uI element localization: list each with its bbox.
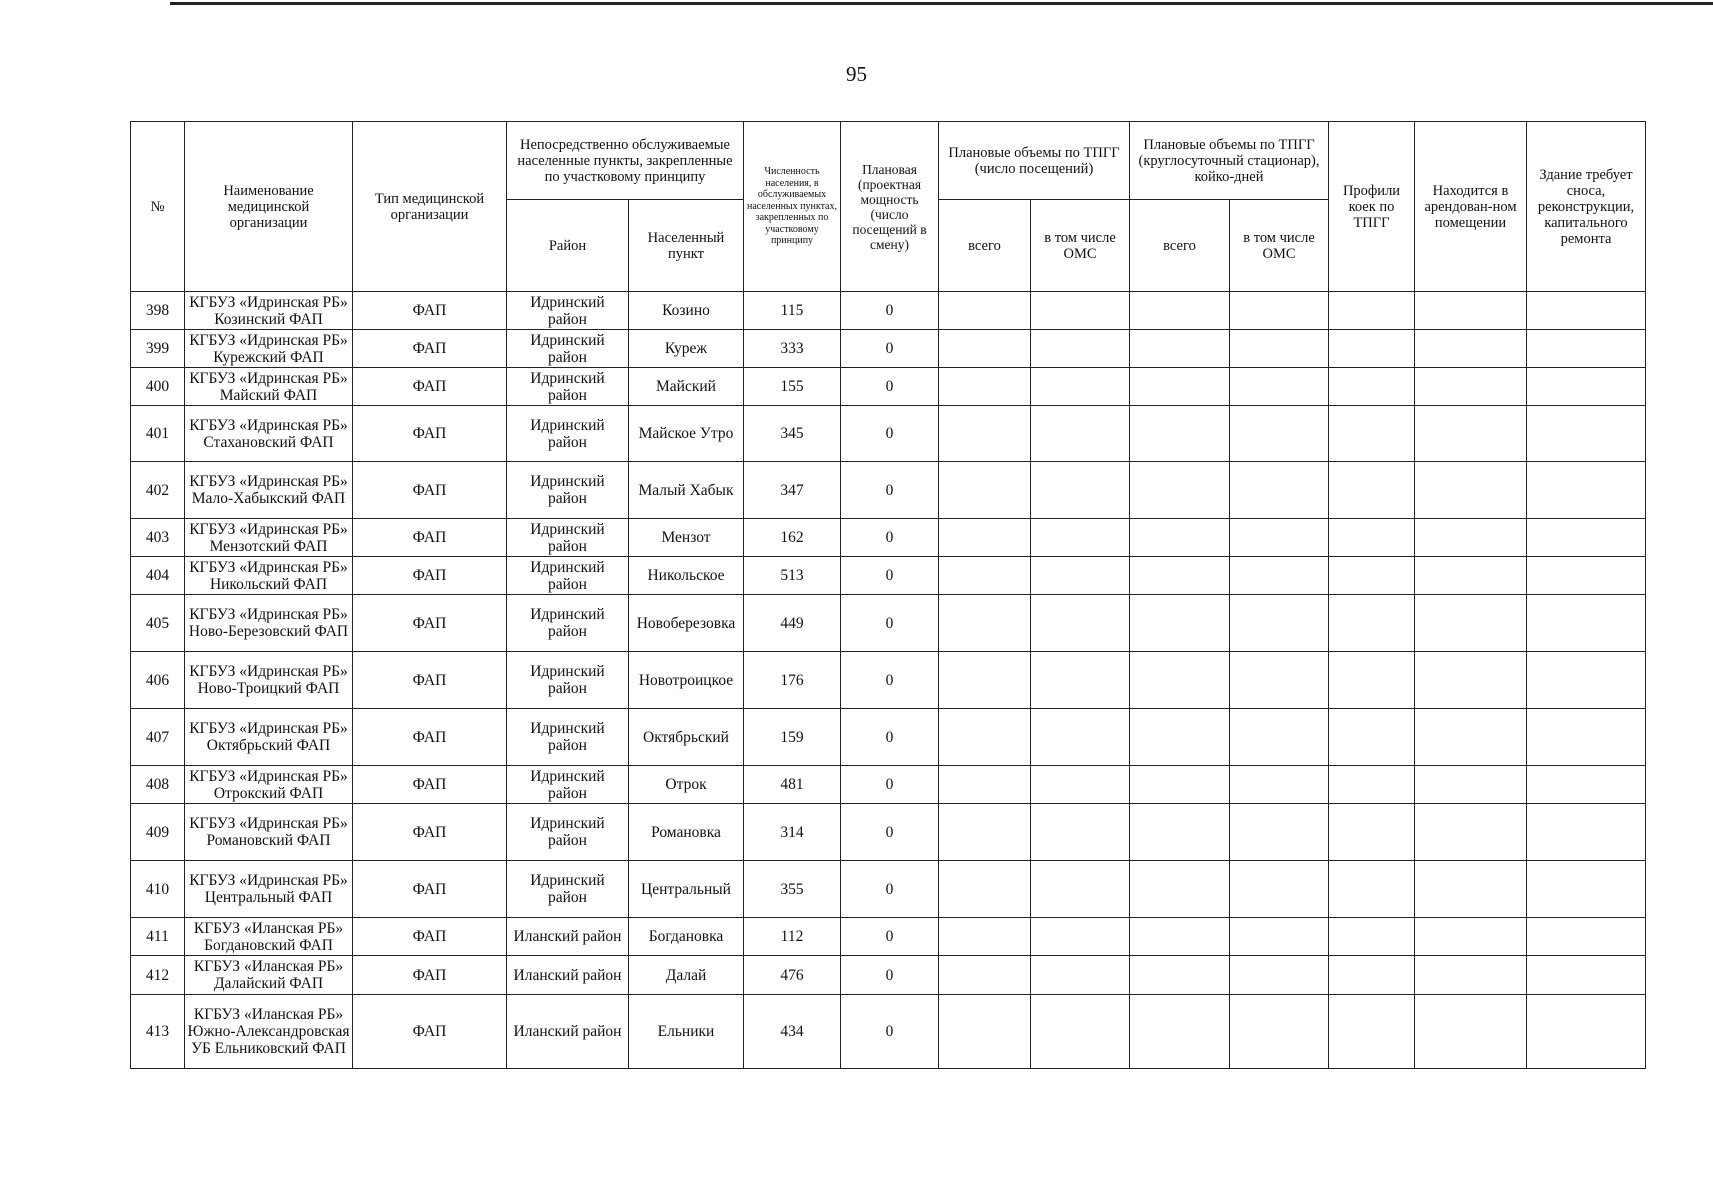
empty-cell	[1230, 861, 1329, 918]
empty-cell	[1527, 918, 1646, 956]
empty-cell	[1329, 368, 1415, 406]
district: Идринский район	[507, 595, 629, 652]
empty-cell	[1230, 557, 1329, 595]
empty-cell	[939, 406, 1031, 462]
settlement: Октябрьский	[629, 709, 744, 766]
empty-cell	[1130, 861, 1230, 918]
empty-cell	[939, 995, 1031, 1069]
district: Идринский район	[507, 709, 629, 766]
empty-cell	[1031, 595, 1130, 652]
empty-cell	[1230, 995, 1329, 1069]
header-name: Наименование медицинской организации	[185, 122, 353, 292]
empty-cell	[1230, 292, 1329, 330]
organization-name: КГБУЗ «Идринская РБ» Октябрьский ФАП	[185, 709, 353, 766]
organization-type: ФАП	[353, 557, 507, 595]
empty-cell	[1415, 595, 1527, 652]
organization-type: ФАП	[353, 652, 507, 709]
table-row	[131, 462, 1646, 519]
population: 449	[744, 595, 841, 652]
empty-cell	[1329, 292, 1415, 330]
empty-cell	[1329, 557, 1415, 595]
empty-cell	[1329, 519, 1415, 557]
empty-cell	[1527, 861, 1646, 918]
organization-name: КГБУЗ «Иланская РБ» Богдановский ФАП	[185, 918, 353, 956]
header-building: Здание требует сноса, реконструкции, капитального ремонта	[1527, 122, 1646, 292]
empty-cell	[939, 519, 1031, 557]
settlement: Ельники	[629, 995, 744, 1069]
organization-name: КГБУЗ «Идринская РБ» Ново-Березовский ФАП	[185, 595, 353, 652]
empty-cell	[1527, 406, 1646, 462]
row-number: 407	[131, 709, 185, 766]
table-row	[131, 956, 1646, 995]
row-number: 404	[131, 557, 185, 595]
capacity: 0	[841, 519, 939, 557]
empty-cell	[1415, 462, 1527, 519]
organization-type: ФАП	[353, 956, 507, 995]
organization-type: ФАП	[353, 766, 507, 804]
empty-cell	[939, 804, 1031, 861]
district: Идринский район	[507, 652, 629, 709]
empty-cell	[1527, 519, 1646, 557]
population: 314	[744, 804, 841, 861]
empty-cell	[1130, 330, 1230, 368]
empty-cell	[1031, 330, 1130, 368]
capacity: 0	[841, 918, 939, 956]
empty-cell	[1130, 652, 1230, 709]
population: 155	[744, 368, 841, 406]
district: Иланский район	[507, 995, 629, 1069]
empty-cell	[1415, 368, 1527, 406]
row-number: 410	[131, 861, 185, 918]
row-number: 400	[131, 368, 185, 406]
organization-type: ФАП	[353, 918, 507, 956]
empty-cell	[939, 557, 1031, 595]
empty-cell	[1031, 918, 1130, 956]
population: 476	[744, 956, 841, 995]
row-number: 399	[131, 330, 185, 368]
table-row	[131, 709, 1646, 766]
empty-cell	[1329, 652, 1415, 709]
settlement: Новоберезовка	[629, 595, 744, 652]
empty-cell	[1329, 995, 1415, 1069]
district: Иланский район	[507, 956, 629, 995]
header-tpgg-beds: Плановые объемы по ТПГГ (круглосуточный стационар), койко-дней	[1130, 122, 1329, 200]
table-row	[131, 766, 1646, 804]
table-row	[131, 861, 1646, 918]
empty-cell	[1130, 918, 1230, 956]
organization-name: КГБУЗ «Идринская РБ» Стахановский ФАП	[185, 406, 353, 462]
organization-name: КГБУЗ «Идринская РБ» Курежский ФАП	[185, 330, 353, 368]
organization-name: КГБУЗ «Идринская РБ» Ново-Троицкий ФАП	[185, 652, 353, 709]
district: Идринский район	[507, 519, 629, 557]
empty-cell	[939, 766, 1031, 804]
empty-cell	[1130, 995, 1230, 1069]
empty-cell	[1230, 462, 1329, 519]
population: 481	[744, 766, 841, 804]
table-row	[131, 368, 1646, 406]
empty-cell	[1031, 766, 1130, 804]
empty-cell	[1230, 406, 1329, 462]
empty-cell	[1031, 861, 1130, 918]
header-rented: Находится в арендован-ном помещении	[1415, 122, 1527, 292]
organization-type: ФАП	[353, 519, 507, 557]
organization-type: ФАП	[353, 292, 507, 330]
empty-cell	[1415, 292, 1527, 330]
settlement: Далай	[629, 956, 744, 995]
table-row	[131, 804, 1646, 861]
empty-cell	[1527, 462, 1646, 519]
organization-name: КГБУЗ «Идринская РБ» Романовский ФАП	[185, 804, 353, 861]
empty-cell	[1130, 519, 1230, 557]
organization-type: ФАП	[353, 406, 507, 462]
organization-type: ФАП	[353, 804, 507, 861]
empty-cell	[1031, 406, 1130, 462]
capacity: 0	[841, 292, 939, 330]
capacity: 0	[841, 406, 939, 462]
empty-cell	[1329, 766, 1415, 804]
organization-type: ФАП	[353, 995, 507, 1069]
empty-cell	[1031, 652, 1130, 709]
empty-cell	[1527, 330, 1646, 368]
row-number: 412	[131, 956, 185, 995]
empty-cell	[1415, 557, 1527, 595]
empty-cell	[1329, 595, 1415, 652]
district: Идринский район	[507, 804, 629, 861]
empty-cell	[1230, 519, 1329, 557]
population: 159	[744, 709, 841, 766]
empty-cell	[1329, 918, 1415, 956]
empty-cell	[1527, 292, 1646, 330]
capacity: 0	[841, 557, 939, 595]
header-settlements-group: Непосредственно обслуживаемые населенные пункты, закрепленные по участковому принципу	[507, 122, 744, 200]
empty-cell	[939, 709, 1031, 766]
organization-name: КГБУЗ «Идринская РБ» Центральный ФАП	[185, 861, 353, 918]
empty-cell	[1527, 595, 1646, 652]
empty-cell	[1329, 709, 1415, 766]
empty-cell	[1415, 956, 1527, 995]
header-population: Численность населения, в обслуживаемых населенных пунктах, закрепленных по участковому принципу	[744, 122, 841, 292]
organization-name: КГБУЗ «Идринская РБ» Мензотский ФАП	[185, 519, 353, 557]
empty-cell	[1230, 330, 1329, 368]
settlement: Никольское	[629, 557, 744, 595]
row-number: 398	[131, 292, 185, 330]
settlement: Малый Хабык	[629, 462, 744, 519]
header-type: Тип медицинской организации	[353, 122, 507, 292]
settlement: Новотроицкое	[629, 652, 744, 709]
header-capacity: Плановая (проектная мощность (число посещений в смену)	[841, 122, 939, 292]
empty-cell	[1415, 804, 1527, 861]
row-number: 411	[131, 918, 185, 956]
table-row	[131, 406, 1646, 462]
empty-cell	[1415, 406, 1527, 462]
header-visits-oms: в том числе ОМС	[1031, 200, 1130, 292]
empty-cell	[1031, 292, 1130, 330]
organization-name: КГБУЗ «Иланская РБ» Далайский ФАП	[185, 956, 353, 995]
empty-cell	[1130, 292, 1230, 330]
top-rule	[170, 2, 1713, 5]
capacity: 0	[841, 652, 939, 709]
empty-cell	[1230, 918, 1329, 956]
empty-cell	[939, 956, 1031, 995]
page-number: 95	[846, 62, 867, 86]
row-number: 403	[131, 519, 185, 557]
empty-cell	[939, 595, 1031, 652]
empty-cell	[1031, 709, 1130, 766]
header-settlement: Населенный пункт	[629, 200, 744, 292]
organization-type: ФАП	[353, 462, 507, 519]
empty-cell	[1230, 368, 1329, 406]
header-row-1	[131, 122, 1646, 200]
empty-cell	[1130, 956, 1230, 995]
empty-cell	[1130, 804, 1230, 861]
empty-cell	[939, 652, 1031, 709]
empty-cell	[1329, 330, 1415, 368]
empty-cell	[1415, 709, 1527, 766]
population: 345	[744, 406, 841, 462]
settlement: Центральный	[629, 861, 744, 918]
empty-cell	[1415, 766, 1527, 804]
table-row	[131, 918, 1646, 956]
empty-cell	[1130, 595, 1230, 652]
empty-cell	[1415, 918, 1527, 956]
empty-cell	[1329, 956, 1415, 995]
empty-cell	[1527, 804, 1646, 861]
empty-cell	[1527, 368, 1646, 406]
capacity: 0	[841, 956, 939, 995]
empty-cell	[939, 462, 1031, 519]
district: Идринский район	[507, 406, 629, 462]
empty-cell	[1230, 956, 1329, 995]
empty-cell	[1329, 861, 1415, 918]
header-visits-total: всего	[939, 200, 1031, 292]
population: 115	[744, 292, 841, 330]
empty-cell	[939, 292, 1031, 330]
population: 112	[744, 918, 841, 956]
empty-cell	[1527, 709, 1646, 766]
organization-name: КГБУЗ «Идринская РБ» Мало-Хабыкский ФАП	[185, 462, 353, 519]
empty-cell	[1130, 557, 1230, 595]
population: 513	[744, 557, 841, 595]
empty-cell	[1031, 804, 1130, 861]
row-number: 408	[131, 766, 185, 804]
organization-name: КГБУЗ «Иланская РБ» Южно-Александровская УБ Ельниковский ФАП	[185, 995, 353, 1069]
empty-cell	[939, 368, 1031, 406]
empty-cell	[1527, 956, 1646, 995]
organization-name: КГБУЗ «Идринская РБ» Никольский ФАП	[185, 557, 353, 595]
settlement: Мензот	[629, 519, 744, 557]
header-tpgg-visits: Плановые объемы по ТПГГ (число посещений)	[939, 122, 1130, 200]
population: 162	[744, 519, 841, 557]
population: 347	[744, 462, 841, 519]
empty-cell	[1527, 766, 1646, 804]
district: Идринский район	[507, 292, 629, 330]
empty-cell	[1031, 519, 1130, 557]
empty-cell	[1031, 462, 1130, 519]
organization-type: ФАП	[353, 861, 507, 918]
district: Иланский район	[507, 918, 629, 956]
settlement: Майский	[629, 368, 744, 406]
table-row	[131, 557, 1646, 595]
empty-cell	[1031, 995, 1130, 1069]
empty-cell	[939, 330, 1031, 368]
settlement: Майское Утро	[629, 406, 744, 462]
capacity: 0	[841, 595, 939, 652]
empty-cell	[1230, 804, 1329, 861]
district: Идринский район	[507, 766, 629, 804]
population: 434	[744, 995, 841, 1069]
settlement: Богдановка	[629, 918, 744, 956]
medical-organizations-table	[130, 121, 1646, 1069]
table-row	[131, 595, 1646, 652]
row-number: 409	[131, 804, 185, 861]
empty-cell	[1527, 995, 1646, 1069]
capacity: 0	[841, 804, 939, 861]
settlement: Куреж	[629, 330, 744, 368]
population: 176	[744, 652, 841, 709]
settlement: Отрок	[629, 766, 744, 804]
empty-cell	[1031, 368, 1130, 406]
empty-cell	[1130, 766, 1230, 804]
table-row	[131, 292, 1646, 330]
row-number: 413	[131, 995, 185, 1069]
empty-cell	[1130, 368, 1230, 406]
header-beds-total: всего	[1130, 200, 1230, 292]
capacity: 0	[841, 368, 939, 406]
district: Идринский район	[507, 368, 629, 406]
header-district: Район	[507, 200, 629, 292]
population: 333	[744, 330, 841, 368]
header-beds-oms: в том числе ОМС	[1230, 200, 1329, 292]
table-row	[131, 330, 1646, 368]
empty-cell	[1415, 652, 1527, 709]
organization-type: ФАП	[353, 368, 507, 406]
row-number: 405	[131, 595, 185, 652]
district: Идринский район	[507, 330, 629, 368]
empty-cell	[1415, 519, 1527, 557]
empty-cell	[1527, 557, 1646, 595]
empty-cell	[1130, 462, 1230, 519]
empty-cell	[1130, 709, 1230, 766]
table-row	[131, 519, 1646, 557]
empty-cell	[1230, 595, 1329, 652]
capacity: 0	[841, 861, 939, 918]
empty-cell	[1329, 406, 1415, 462]
empty-cell	[1230, 652, 1329, 709]
empty-cell	[1031, 956, 1130, 995]
organization-type: ФАП	[353, 330, 507, 368]
organization-name: КГБУЗ «Идринская РБ» Отрокский ФАП	[185, 766, 353, 804]
district: Идринский район	[507, 462, 629, 519]
empty-cell	[1329, 462, 1415, 519]
capacity: 0	[841, 709, 939, 766]
row-number: 402	[131, 462, 185, 519]
organization-name: КГБУЗ «Идринская РБ» Майский ФАП	[185, 368, 353, 406]
header-no: №	[131, 122, 185, 292]
empty-cell	[1230, 766, 1329, 804]
row-number: 406	[131, 652, 185, 709]
empty-cell	[939, 861, 1031, 918]
empty-cell	[1415, 995, 1527, 1069]
empty-cell	[939, 918, 1031, 956]
row-number: 401	[131, 406, 185, 462]
table-row	[131, 652, 1646, 709]
district: Идринский район	[507, 861, 629, 918]
header-bed-profiles: Профили коек по ТПГГ	[1329, 122, 1415, 292]
organization-name: КГБУЗ «Идринская РБ» Козинский ФАП	[185, 292, 353, 330]
settlement: Романовка	[629, 804, 744, 861]
empty-cell	[1329, 804, 1415, 861]
empty-cell	[1230, 709, 1329, 766]
capacity: 0	[841, 462, 939, 519]
capacity: 0	[841, 995, 939, 1069]
empty-cell	[1031, 557, 1130, 595]
table-row	[131, 995, 1646, 1069]
empty-cell	[1130, 406, 1230, 462]
population: 355	[744, 861, 841, 918]
organization-type: ФАП	[353, 595, 507, 652]
settlement: Козино	[629, 292, 744, 330]
empty-cell	[1415, 861, 1527, 918]
district: Идринский район	[507, 557, 629, 595]
empty-cell	[1527, 652, 1646, 709]
capacity: 0	[841, 330, 939, 368]
capacity: 0	[841, 766, 939, 804]
organization-type: ФАП	[353, 709, 507, 766]
empty-cell	[1415, 330, 1527, 368]
